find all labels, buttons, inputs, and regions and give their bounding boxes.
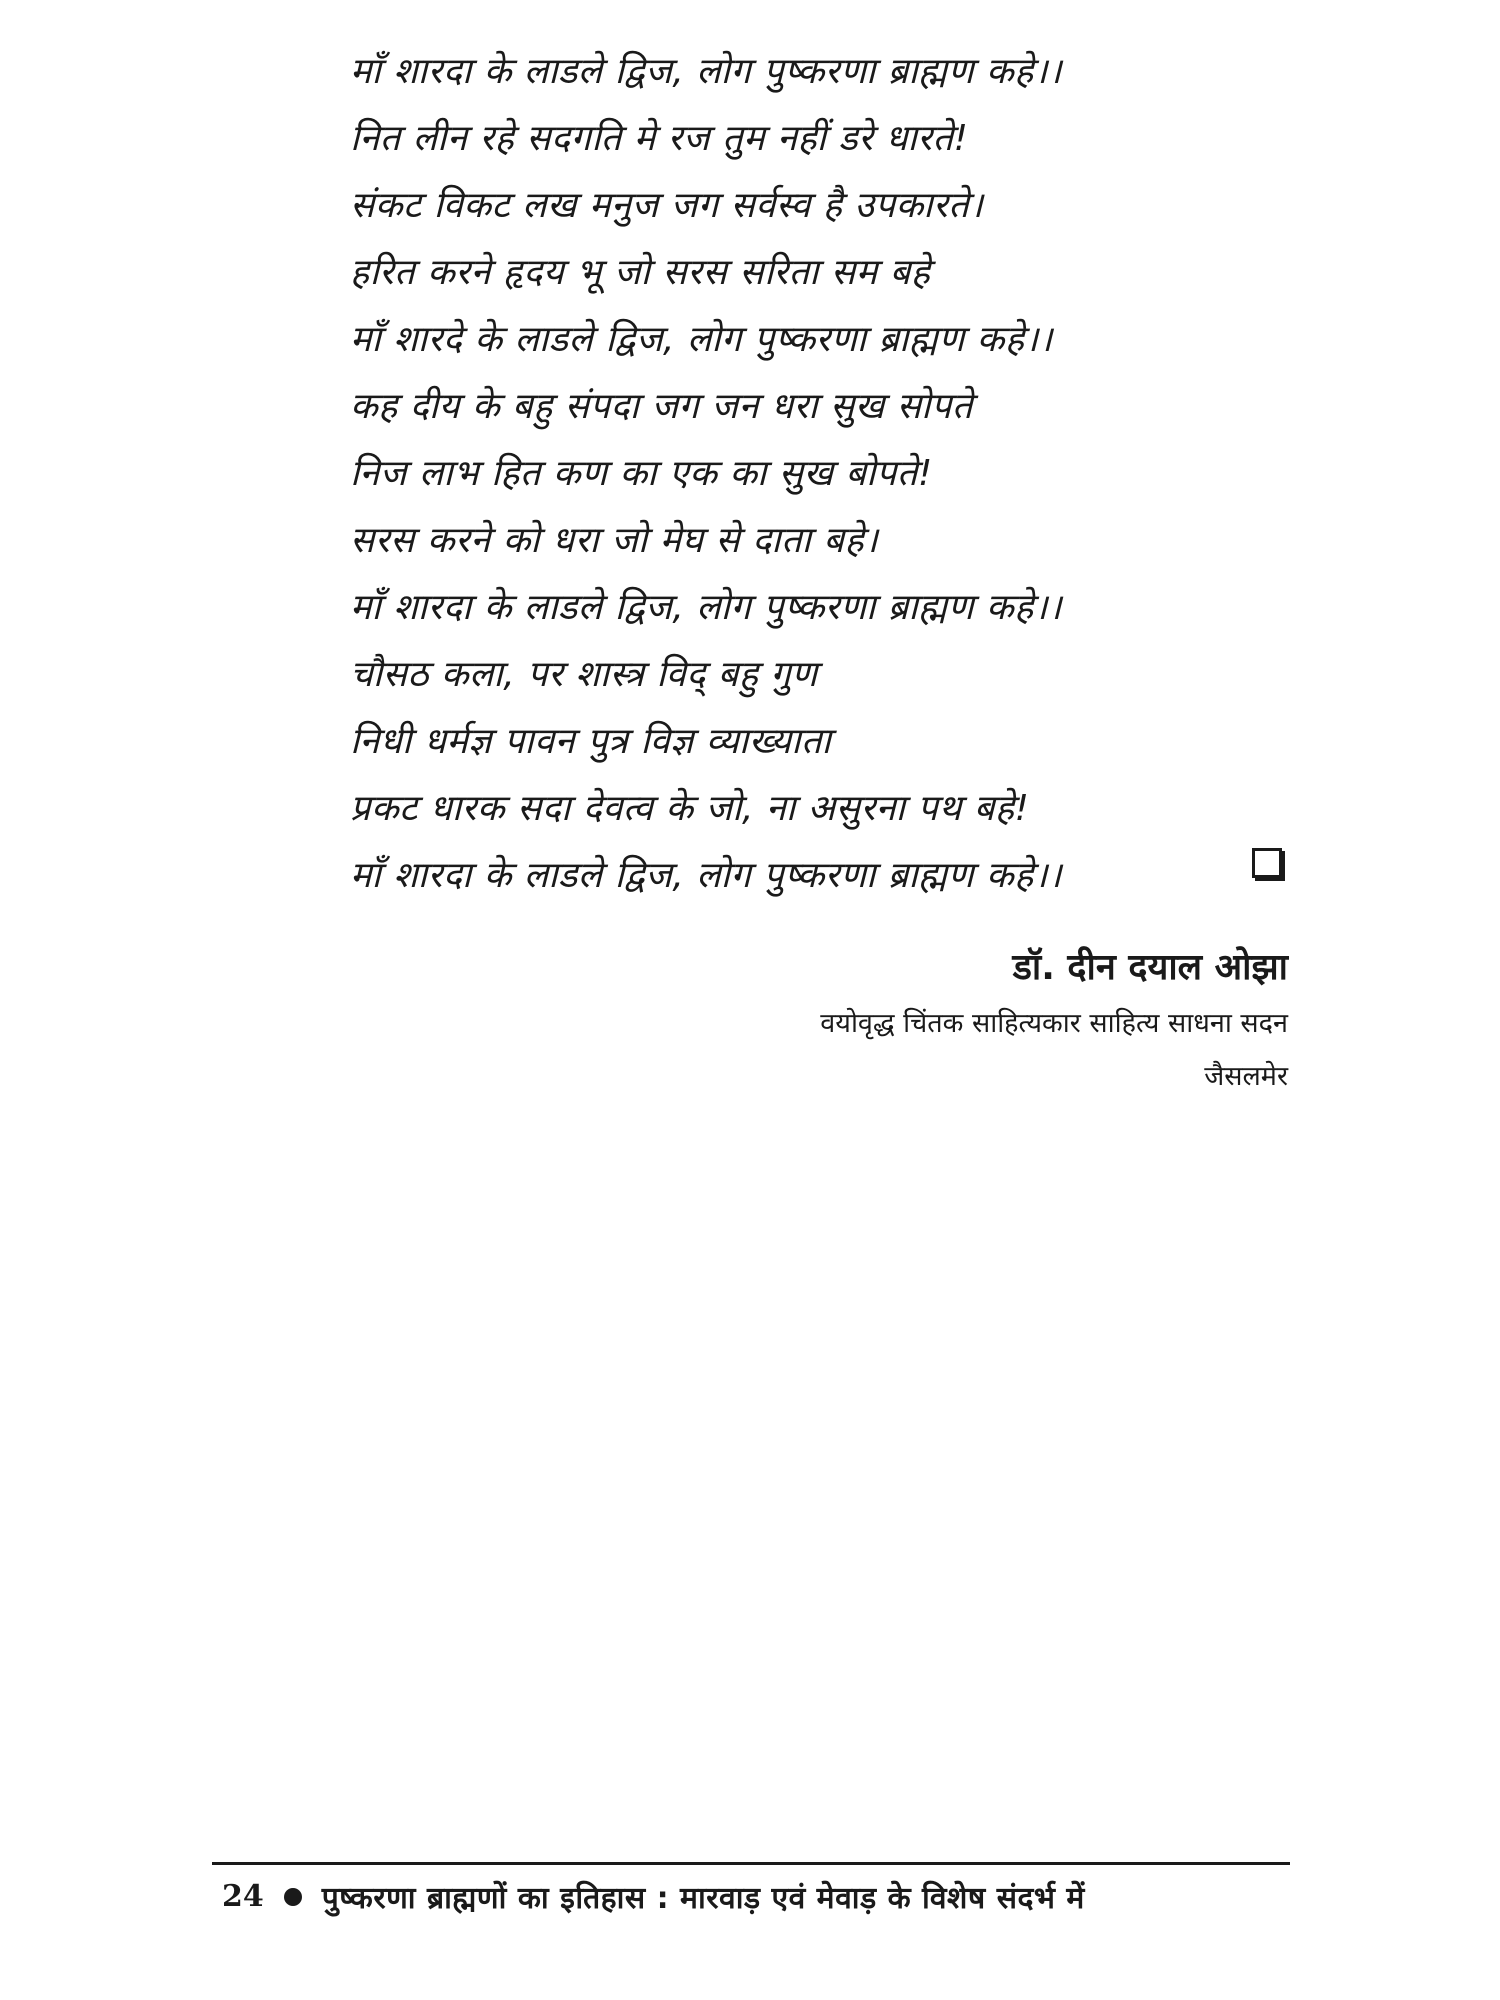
poem-line: प्रकट धारक सदा देवत्व के जो, ना असुरना पथ बहे!: [350, 788, 1030, 829]
poem-line: माँ शारदा के लाडले द्विज, लोग पुष्करणा ब्राह्मण कहे।।: [350, 51, 1063, 92]
poem: [350, 38, 1300, 909]
poem-line: संकट विकट लख मनुज जग सर्वस्व है उपकारते।: [350, 185, 984, 226]
poem-line: नित लीन रहे सदगति मे रज तुम नहीं डरे धारते!: [350, 118, 969, 159]
page-footer: [222, 1876, 1302, 1917]
end-of-article-box-icon: [1252, 848, 1282, 878]
poem-line: सरस करने को धरा जो मेघ से दाता बहे।: [350, 520, 879, 561]
page-number: 24: [222, 1879, 264, 1914]
poem-line: निधी धर्मज्ञ पावन पुत्र विज्ञ व्याख्याता: [350, 721, 832, 762]
book-title: पुष्करणा ब्राह्मणों का इतिहास : मारवाड़ एवं मेवाड़ के विशेष संदर्भ में: [321, 1881, 1085, 1916]
poem-line: चौसठ कला, पर शास्त्र विद् बहु गुण: [350, 654, 818, 695]
poem-line: माँ शारदे के लाडले द्विज, लोग पुष्करणा ब्राह्मण कहे।।: [350, 319, 1053, 360]
bullet-icon: [284, 1888, 302, 1906]
author-place: जैसलमेर: [1204, 1061, 1288, 1092]
author-description: वयोवृद्ध चिंतक साहित्यकार साहित्य साधना सदन: [820, 1008, 1288, 1039]
poem-line: माँ शारदा के लाडले द्विज, लोग पुष्करणा ब्राह्मण कहे।।: [350, 855, 1063, 896]
author-signature: [820, 940, 1288, 1102]
poem-line: कह दीय के बहु संपदा जग जन धरा सुख सोपते: [350, 386, 973, 427]
poem-line: निज लाभ हित कण का एक का सुख बोपते!: [350, 453, 933, 494]
poem-line: हरित करने हृदय भू जो सरस सरिता सम बहे: [350, 252, 931, 293]
poem-line: माँ शारदा के लाडले द्विज, लोग पुष्करणा ब्राह्मण कहे।।: [350, 587, 1063, 628]
author-name: डॉ. दीन दयाल ओझा: [1012, 947, 1288, 988]
footer-divider: [212, 1862, 1290, 1865]
